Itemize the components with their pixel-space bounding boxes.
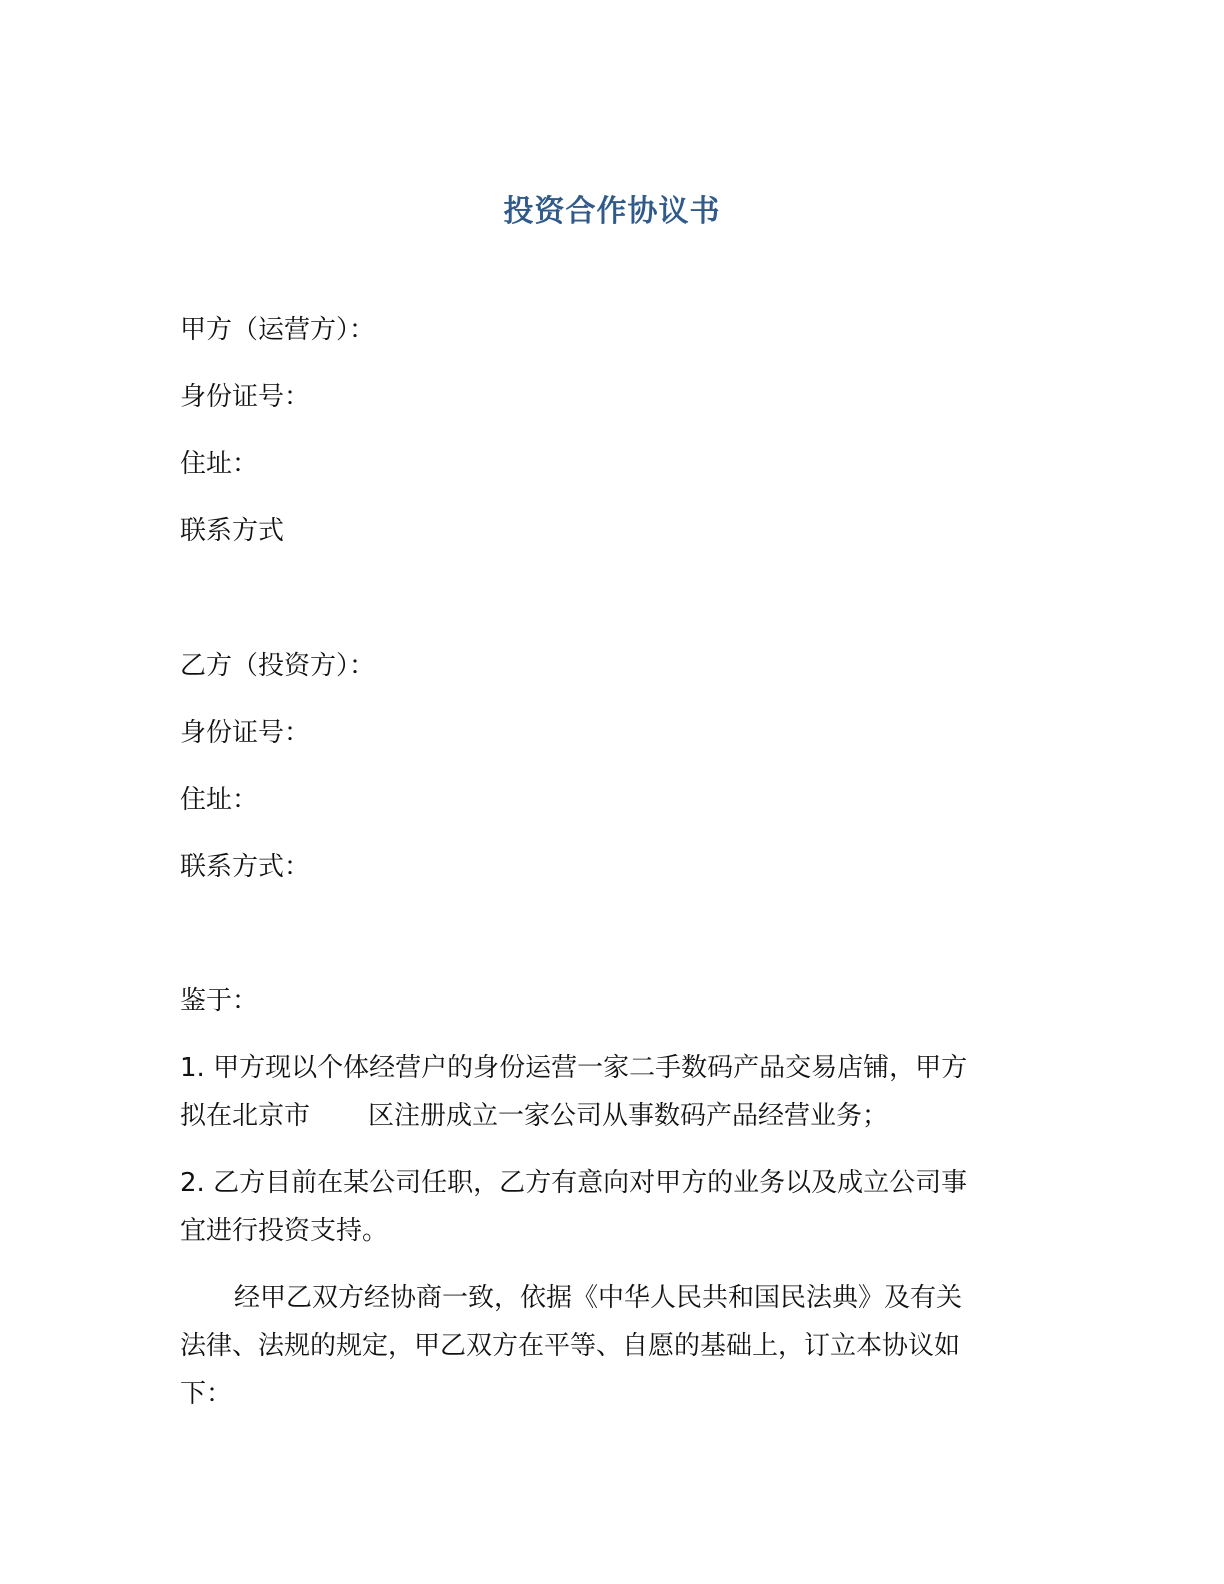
whereas-item-2-line-1: 2. 乙方目前在某公司任职，乙方有意向对甲方的业务以及成立公司事 (180, 1168, 968, 1198)
party-b-address-label: 住址： (180, 785, 259, 815)
agreement-intro-line-2: 法律、法规的规定，甲乙双方在平等、自愿的基础上，订立本协议如 (180, 1331, 961, 1361)
party-a-id-label: 身份证号： (180, 382, 311, 412)
whereas-item-2-line-2: 宜进行投资支持。 (180, 1216, 389, 1246)
party-b-heading: 乙方（投资方）： (180, 651, 376, 681)
whereas-item-1-line-1: 1. 甲方现以个体经营户的身份运营一家二手数码产品交易店铺，甲方 (180, 1053, 968, 1083)
whereas-item-1-city: 拟在北京市 (180, 1101, 311, 1131)
party-b-id-label: 身份证号： (180, 718, 311, 748)
party-a-heading: 甲方（运营方）： (180, 315, 376, 345)
whereas-heading: 鉴于： (180, 986, 259, 1016)
document-title: 投资合作协议书 (503, 194, 721, 229)
whereas-item-1-line-2 (180, 1098, 888, 1134)
agreement-intro-line-1: 经甲乙双方经协商一致，依据《中华人民共和国民法典》及有关 (234, 1283, 963, 1313)
party-a-contact-label: 联系方式 (180, 516, 285, 546)
party-b-contact-label: 联系方式： (180, 852, 311, 882)
agreement-intro-line-3: 下： (180, 1379, 233, 1409)
party-a-address-label: 住址： (180, 449, 259, 479)
whereas-item-1-rest: 区注册成立一家公司从事数码产品经营业务； (368, 1101, 889, 1131)
